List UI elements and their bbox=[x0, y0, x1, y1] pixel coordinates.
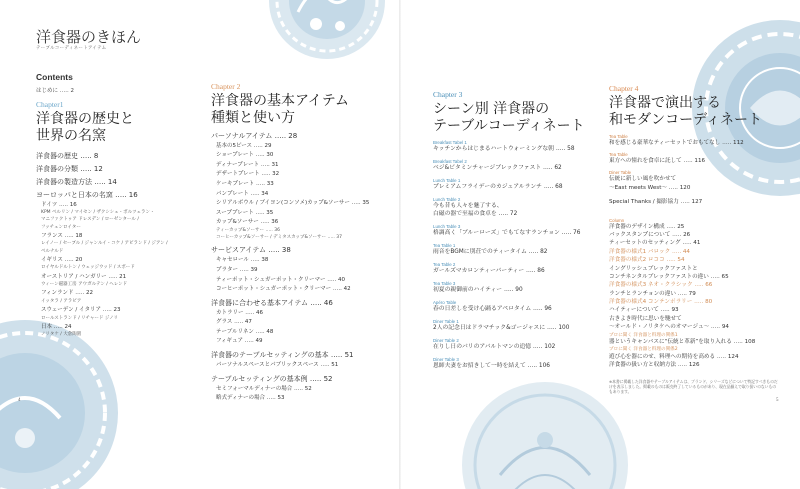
ch2-entry: プラター ….. 39 bbox=[216, 266, 258, 273]
top-plate-illustration bbox=[268, 0, 386, 60]
ch4-entry: イングリッシュブレックファストと bbox=[609, 265, 698, 272]
chapter4-label: Chapter 4 bbox=[609, 84, 639, 93]
ch2-entry: 略式ディナーの場合 ….. 53 bbox=[216, 395, 285, 402]
ch3-scene-title: 雨音をBGMに別荘でのティータイム ….. 82 bbox=[433, 248, 548, 255]
ch3-scene-title: 2人の記念日はドラマチック&ゴージャスに ….. 100 bbox=[433, 324, 570, 331]
ch2-entry: カップ&ソーサー ….. 36 bbox=[216, 219, 279, 226]
ch3-scene-tag: Breakfast Tabel 1 bbox=[433, 139, 467, 145]
ch3-scene-tag: Diner Table 3 bbox=[433, 356, 459, 362]
ch1-entry: 日本 ….. 24 bbox=[41, 323, 72, 330]
ch2-entry: サービスアイテム ….. 38 bbox=[211, 246, 291, 255]
ch1-entry: フィンランド ….. 22 bbox=[41, 290, 94, 297]
ch2-entry: テーブルセッティングの基本例 ….. 52 bbox=[211, 374, 333, 383]
ch2-entry: コーヒーポット・シュガーポット・クリーマー ….. 42 bbox=[216, 286, 351, 293]
ch1-entry: オーストリア / ハンガリー ….. 21 bbox=[41, 273, 127, 280]
ch1-entry: ベルナルド bbox=[41, 248, 64, 254]
ch3-scene-title: ガールズマカロンティーパーティー ….. 86 bbox=[433, 267, 545, 274]
gutter bbox=[399, 0, 401, 489]
ch4-entry: 洋食器の様式4 コンテンポラリー ….. 80 bbox=[609, 299, 713, 306]
page-number-left: 4 bbox=[18, 398, 21, 403]
ch1-entry: イッタラ / アラビア bbox=[41, 298, 82, 304]
ch2-entry: デザートプレート ….. 32 bbox=[216, 171, 280, 178]
contents-heading: Contents bbox=[36, 72, 73, 82]
footnote: ※本書に掲載した洋食器やテーブルアイテムは、ブランド、シリーズなどについて特記すべきものだけを表示しました。掲載のものは販売終了しているものがあり、現在品揃えで取り扱いのないものもあります。 bbox=[609, 378, 778, 394]
ch2-entry: パーソナルスペースとパブリックスペース ….. 51 bbox=[216, 362, 339, 369]
ch4-entry: ティーセットのセッティング ….. 41 bbox=[609, 240, 701, 247]
ch1-entry: ノリタケ / 大倉陶園 bbox=[41, 332, 82, 338]
ch1-entry: ドイツ ….. 16 bbox=[41, 201, 77, 208]
ch2-entry: セミフォーマルディナーの場合 ….. 52 bbox=[216, 385, 312, 392]
chapter3-title: シーン別 洋食器の テーブルコーディネート bbox=[433, 101, 585, 134]
ch4-entry: 洋食器の様式2 ロココ ….. 54 bbox=[609, 257, 685, 264]
ch4-tag: Column bbox=[609, 217, 625, 223]
ch3-scene-title: 初夏の親御前のハイティー ….. 90 bbox=[433, 286, 523, 293]
ch2-entry: カトラリー ….. 46 bbox=[216, 309, 263, 316]
page-number-right: 5 bbox=[776, 398, 779, 403]
ch2-entry: 基本の5ピース ….. 29 bbox=[216, 142, 272, 149]
intro-entry: はじめに ….. 2 bbox=[36, 88, 74, 94]
book-title: 洋食器のきほん bbox=[36, 28, 142, 46]
ch3-scene-title: 在りし日のパリのアパルトマンの追憶 ….. 102 bbox=[433, 343, 556, 350]
ch2-entry: スーププレート ….. 35 bbox=[216, 209, 274, 216]
ch1-entry: フランス ….. 18 bbox=[41, 232, 83, 239]
ch2-entry: コーヒーカップ&ソーサー / デミタスカップ&ソーサー ….. 37 bbox=[216, 235, 342, 241]
ch1-entry: ヨーロッパと日本の名窯 ….. 16 bbox=[36, 190, 138, 199]
ch4-tag: Tea Table bbox=[609, 151, 628, 157]
chapter2-section bbox=[211, 82, 391, 405]
ch2-entry: ケーキプレート ….. 33 bbox=[216, 180, 274, 187]
ch1-entry: KPM ベルリン / マイセン / ザクシシェ・ポルツェラン・ bbox=[41, 210, 155, 216]
ch3-scene-tag: Lunch Table 3 bbox=[433, 223, 461, 229]
ch2-entry: キャセロール ….. 38 bbox=[216, 257, 269, 264]
ch1-entry: ロイヤルドルトン / ウェッジウッド / スポード bbox=[41, 265, 135, 271]
ch3-scene-tag: Diner Table 1 bbox=[433, 318, 459, 324]
ch1-entry: 洋食器の歴史 ….. 8 bbox=[36, 151, 99, 160]
chapter3-label: Chapter 3 bbox=[433, 90, 463, 99]
ch2-entry: ディナープレート ….. 31 bbox=[216, 161, 279, 168]
ch1-entry: 洋食器の分類 ….. 12 bbox=[36, 164, 103, 173]
ch3-scene-tag: Tea Table 2 bbox=[433, 261, 456, 267]
ch4-entry: 器というキャンバスに“伝統と革新”を取り入れる ….. 108 bbox=[609, 339, 756, 346]
ch1-entry: スウェーデン / イタリア ….. 23 bbox=[41, 307, 121, 314]
ch2-entry: シリアルボウル / ブイヨン(コンソメ)カップ&ソーサー ….. 35 bbox=[216, 200, 370, 207]
ch4-entry: Special Thanks / 撮影協力 ….. 127 bbox=[609, 199, 703, 206]
ch3-scene-tag: Diner Table 2 bbox=[433, 337, 459, 343]
ch4-entry: 和を感じる豪華なティーセットでおもてなし ….. 112 bbox=[609, 139, 744, 146]
ch3-scene-tag: Tea Table 3 bbox=[433, 280, 456, 286]
chapter1-label: Chapter1 bbox=[36, 100, 64, 109]
ch3-scene-title: プレミアムフライデーのカジュアルランチ ….. 68 bbox=[433, 183, 563, 190]
ch1-entry: レイノー / セーブル / ジャンルイ・コケ / アビランド / ジアン / bbox=[41, 241, 168, 247]
ch3-scene-tag: Lunch Table 1 bbox=[433, 177, 461, 183]
chapter3-list bbox=[433, 141, 598, 372]
ch3-scene-title-cont: 白磁の器で至福の食卓を ….. 72 bbox=[433, 210, 518, 217]
ch3-scene-title: 恩師夫妻をお招きして一時を結えて ….. 106 bbox=[433, 362, 550, 369]
bottom-plate-illustration bbox=[460, 380, 630, 489]
chapter2-label: Chapter 2 bbox=[211, 82, 241, 91]
ch4-tag: Diner Table bbox=[609, 170, 632, 176]
chapter4-title: 洋食器で演出する 和モダンコーディネート bbox=[609, 95, 763, 128]
ch4-entry: ～オールド・ノリタケへのオマージュ～ ….. 94 bbox=[609, 324, 729, 331]
chapter2-list bbox=[211, 133, 391, 405]
ch4-entry: コンチネンタルブレックファストの違い ….. 65 bbox=[609, 273, 729, 280]
ch2-entry: パンプレート ….. 34 bbox=[216, 190, 269, 197]
ch4-entry: 洋食器のデザイン構成 ….. 25 bbox=[609, 223, 685, 230]
ch4-entry: 東方への憧れを食卓に託して ….. 116 bbox=[609, 157, 706, 164]
ch3-scene-title: 春の日差しを受け心踊るアペロタイム ….. 96 bbox=[433, 305, 552, 312]
chapter4-list bbox=[609, 135, 784, 372]
ch2-entry: パーソナルアイテム ….. 28 bbox=[211, 131, 298, 140]
ch4-entry: プロに聞く 洋食器と料理の関係1 bbox=[609, 332, 678, 338]
ch1-entry: フッチェンロイター bbox=[41, 224, 81, 230]
ch3-scene-tag: Apéro Table bbox=[433, 299, 457, 305]
ch4-entry: 洋食器の様式1 バロック ….. 44 bbox=[609, 248, 690, 255]
ch2-entry: テーブルリネン ….. 48 bbox=[216, 328, 274, 335]
left-plate-illustration bbox=[0, 318, 120, 489]
ch1-entry: ロールストランド / リチャード ジノリ bbox=[41, 315, 118, 321]
ch1-entry: 洋食器の製造方法 ….. 14 bbox=[36, 177, 117, 186]
ch4-entry: バックスタンプについて ….. 26 bbox=[609, 231, 691, 238]
chapter1-section bbox=[36, 100, 196, 341]
ch1-entry: マニファクトゥア ドレスデン / ローゼンタール / bbox=[41, 217, 139, 223]
ch3-scene-title: 格調高く「ブルーローズ」でもてなすランチョン ….. 76 bbox=[433, 229, 581, 236]
ch3-scene-title: ベジ&ビタミンチャージブレックファスト ….. 62 bbox=[433, 164, 562, 171]
book-subtitle: テーブルコーディネートアイテム bbox=[36, 46, 107, 51]
ch4-entry: 遊び心を器にのせ、料理への期待を高める ….. 124 bbox=[609, 353, 739, 360]
ch4-entry: 洋食器の様式3 ネオ・クラシック ….. 66 bbox=[609, 282, 713, 289]
ch4-entry: 伝統に新しい風を吹かせて bbox=[609, 176, 677, 183]
ch3-scene-tag: Tea Table 1 bbox=[433, 242, 456, 248]
ch4-tag: Tea Table bbox=[609, 133, 628, 139]
ch3-scene-tag: Breakfast Tabel 2 bbox=[433, 158, 467, 164]
chapter3-section bbox=[433, 90, 598, 372]
ch4-entry: ～East meets West～ ….. 120 bbox=[609, 184, 691, 191]
ch4-entry: ハイティーについて ….. 93 bbox=[609, 307, 679, 314]
ch4-entry: 古きよき時代に思いを馳せて bbox=[609, 315, 682, 322]
ch1-entry: イギリス ….. 20 bbox=[41, 256, 83, 263]
chapter4-section bbox=[609, 84, 784, 394]
spacer bbox=[609, 209, 784, 215]
ch2-entry: ティーカップ&ソーサー ….. 36 bbox=[216, 227, 280, 233]
chapter2-title: 洋食器の基本アイテム 種類と使い方 bbox=[211, 93, 350, 126]
ch4-entry: 洋食器の扱い方と収納方法 ….. 126 bbox=[609, 362, 700, 369]
ch1-entry: ウィーン磁器工房 アウガルテン / ヘレンド bbox=[41, 282, 128, 288]
chapter1-title: 洋食器の歴史と 世界の名窯 bbox=[36, 111, 134, 144]
ch4-entry: ランチとランチョンの違い ….. 79 bbox=[609, 290, 696, 297]
ch2-entry: グラス ….. 47 bbox=[216, 319, 252, 326]
ch3-scene-title: キッチンからはじまるハートウォーミングな朝 ….. 58 bbox=[433, 145, 575, 152]
ch3-scene-title: 今も昔も人々を魅了する、 bbox=[433, 202, 503, 209]
ch2-entry: ティーポット・シュガーポット・クリーマー ….. 40 bbox=[216, 276, 345, 283]
ch4-entry: プロに聞く 洋食器と料理の関係2 bbox=[609, 347, 678, 353]
chapter1-list bbox=[36, 153, 196, 341]
ch3-scene-tag: Lunch Table 2 bbox=[433, 196, 461, 202]
ch2-entry: 洋食器のテーブルセッティングの基本 ….. 51 bbox=[211, 351, 354, 360]
ch2-entry: 洋食器に合わせる基本アイテム ….. 46 bbox=[211, 298, 333, 307]
ch2-entry: ショープレート ….. 30 bbox=[216, 152, 274, 159]
ch2-entry: フィギュア ….. 49 bbox=[216, 338, 263, 345]
